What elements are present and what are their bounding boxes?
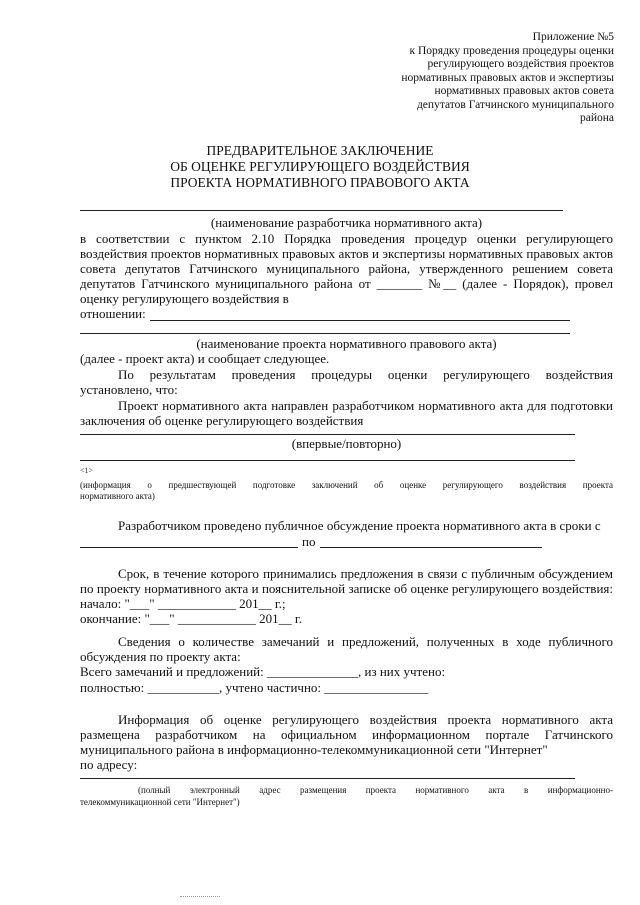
appendix-line: района: [579, 112, 614, 124]
appendix-line: регулирующего воздействия проектов: [427, 58, 614, 70]
term-line: Срок, в течение которого принимались предложения в связи с публичным обсуждением: [118, 566, 613, 581]
info-line: размещена разработчиком на официальном информационном портале Гатчинского: [80, 727, 613, 742]
intro-line: депутатов Гатчинского муниципального района от _______ №__ (далее - Порядок), провел: [80, 276, 613, 291]
public-to-label: по: [302, 534, 316, 549]
term-start: начало: "___" ____________ 201__ г.;: [80, 596, 286, 611]
project-caption: (наименование проекта нормативного правового акта): [196, 336, 497, 351]
sent-line: заключения об оценке регулирующего воздействия: [80, 413, 364, 428]
info-line: по адресу:: [80, 757, 138, 772]
prev-info-line[interactable]: [80, 460, 575, 461]
appendix-line: нормативных правовых актов и экспертизы: [401, 71, 614, 84]
results-line: По результатам проведения процедуры оценки регулирующего воздействия: [118, 367, 613, 382]
developer-caption: (наименование разработчика нормативного акта): [210, 215, 483, 230]
info-line: Информация об оценке регулирующего воздействия проекта нормативного акта: [118, 712, 613, 727]
address-caption: (полный электронный адрес размещения проекта нормативного акта в информационно-: [138, 785, 613, 795]
project-name-line[interactable]: [150, 320, 570, 321]
title-line: ПРЕДВАРИТЕЛЬНОЕ ЗАКЛЮЧЕНИЕ: [206, 143, 434, 158]
title-line: ПРОЕКТА НОРМАТИВНОГО ПРАВОВОГО АКТА: [170, 175, 470, 190]
intro-line: в соответствии с пунктом 2.10 Порядка проведения процедур оценки регулирующего: [80, 231, 613, 246]
intro-line: оценку регулирующего воздействия в: [80, 291, 289, 306]
appendix-header: [354, 31, 614, 126]
address-line[interactable]: [80, 778, 575, 779]
appendix-line: депутатов Гатчинского муниципального: [416, 98, 614, 111]
first-caption: (впервые/повторно): [291, 436, 402, 451]
public-to-line[interactable]: [320, 547, 542, 548]
intro-line: совета депутатов Гатчинского муниципального района, утвержденного решением совета: [80, 261, 613, 276]
appendix-line: нормативных правовых актов совета: [434, 85, 614, 97]
appendix-line: к Порядку проведения процедуры оценки: [409, 44, 614, 57]
developer-name-line[interactable]: [80, 210, 563, 211]
public-discussion-text: Разработчиком проведено публичное обсуждение проекта нормативного акта в сроки с: [118, 518, 601, 533]
remarks-line: обсуждения по проекту акта:: [80, 649, 241, 664]
public-from-line[interactable]: [80, 547, 298, 548]
footnote-mark: <1>: [80, 466, 94, 475]
results-line: установлено, что:: [80, 382, 178, 397]
appendix-title: Приложение №5: [532, 31, 614, 43]
project-after: (далее - проект акта) и сообщает следующее.: [80, 351, 330, 366]
remarks-line: Сведения о количестве замечаний и предложений, полученных в ходе публичного: [118, 634, 613, 649]
intro-line: воздействия проектов нормативных правовых актов и экспертизы нормативных правовых актов: [80, 246, 613, 261]
prev-info-caption: нормативного акта): [80, 491, 155, 501]
document-title: [0, 143, 640, 191]
intro-line: отношении:: [80, 306, 146, 321]
project-name-line[interactable]: [80, 333, 570, 334]
page-bottom-dots: [180, 896, 220, 897]
sent-line: Проект нормативного акта направлен разработчиком нормативного акта для подготовки: [118, 398, 613, 413]
term-line: по проекту нормативного акта и пояснительной записке об оценке регулирующего воздействия:: [80, 581, 613, 596]
term-end: окончание: "___" ____________ 201__ г.: [80, 611, 302, 626]
title-line: ОБ ОЦЕНКЕ РЕГУЛИРУЮЩЕГО ВОЗДЕЙСТВИЯ: [170, 159, 470, 174]
first-repeat-line[interactable]: [80, 434, 575, 435]
address-caption: телекоммуникационной сети "Интернет"): [80, 797, 240, 807]
info-line: муниципального района в информационно-телекоммуникационной сети "Интернет": [80, 742, 548, 757]
prev-info-caption: (информация о предшествующей подготовке заключений об оценке регулирующего воздействия проекта: [80, 480, 613, 490]
remarks-full: полностью: ___________, учтено частично: ________________: [80, 680, 429, 695]
remarks-total: Всего замечаний и предложений: ______________, из них учтено:: [80, 664, 446, 679]
